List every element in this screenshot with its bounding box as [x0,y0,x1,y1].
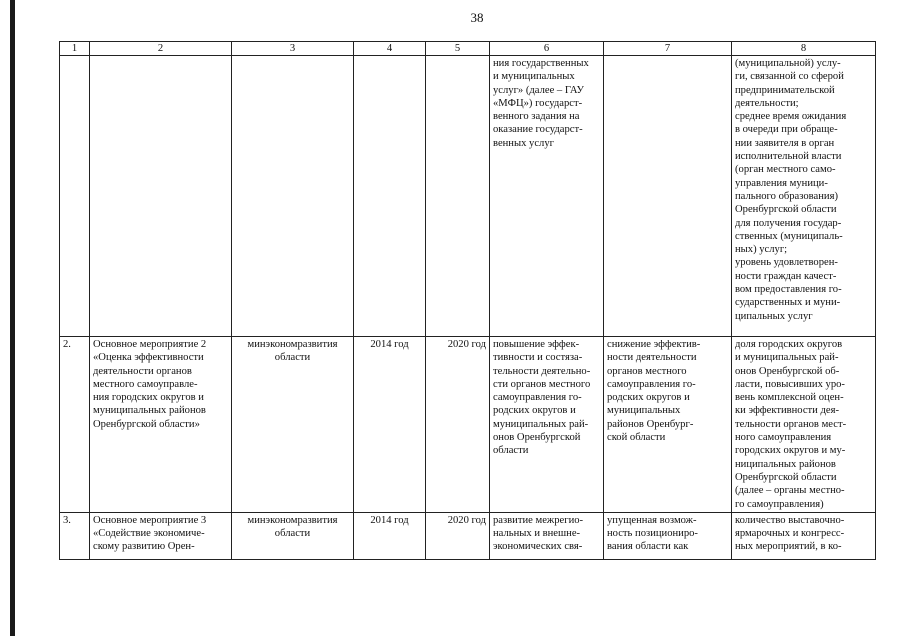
start-year-cell: 2014 год [354,337,426,513]
end-year-cell [426,56,490,337]
executor-cell: минэкономразвития области [232,337,354,513]
end-year-cell: 2020 год [426,512,490,559]
indicator-cell: доля городских округов и муниципальных рай- онов Оренбургской об- ласти, повысивших уро- вень комплексной оцен- ки эффективности дея- тельности органов мест- ного самоуправления городских округов и му- ниципальных районов Оренбургской области (далее – органы местно- го самоуправления) [732,337,876,513]
measure-name-cell: Основное мероприятие 3 «Содействие экономиче- скому развитию Орен- [90,512,232,559]
measure-name-cell: Основное мероприятие 2 «Оценка эффективности деятельности органов местного самоуправле- ния городских округов и муниципальных районов Оренбургской области» [90,337,232,513]
executor-cell [232,56,354,337]
row-number-cell: 2. [60,337,90,513]
expected-result-cell: ния государственных и муниципальных услуг» (далее – ГАУ «МФЦ») государст- венного задания на оказание государст- венных услуг [490,56,604,337]
table-header-row [60,42,876,56]
expected-result-cell: повышение эффек- тивности и состяза- тельности деятельно- сти органов местного самоуправления го- родских округов и муниципальных рай- онов Оренбургской области [490,337,604,513]
measure-name-cell [90,56,232,337]
expected-result-cell: развитие межрегио- нальных и внешне- экономических свя- [490,512,604,559]
indicator-cell: (муниципальной) услу- ги, связанной со сферой предпринимательской деятельности; среднее время ожидания в очереди при обраще- нии заявителя в орган исполнительной власти (орган местного само- управления муници- пального образования) Оренбургской области для получения государ- ственных (муниципаль- ных) услуг; уровень удовлетворен- ности граждан качест- вом предоставления го- сударственных и муни- ципальных услуг [732,56,876,337]
binding-margin-bar [10,0,15,636]
table-row [60,512,876,559]
start-year-cell: 2014 год [354,512,426,559]
indicator-cell: количество выставочно- ярмарочных и конгресс- ных мероприятий, в ко- [732,512,876,559]
table-row [60,337,876,513]
executor-cell: минэкономразвития области [232,512,354,559]
header-cell: 5 [426,42,490,56]
end-year-cell: 2020 год [426,337,490,513]
row-number-cell [60,56,90,337]
header-cell: 1 [60,42,90,56]
consequence-cell [604,56,732,337]
header-cell: 8 [732,42,876,56]
consequence-cell: снижение эффектив- ности деятельности органов местного самоуправления го- родских округов и муниципальных районов Оренбург- ской области [604,337,732,513]
header-cell: 6 [490,42,604,56]
header-cell: 2 [90,42,232,56]
header-cell: 4 [354,42,426,56]
header-cell: 7 [604,42,732,56]
consequence-cell: упущенная возмож- ность позициониро- вания области как [604,512,732,559]
table-row [60,56,876,337]
page-number: 38 [470,10,484,25]
header-cell: 3 [232,42,354,56]
row-number-cell: 3. [60,512,90,559]
start-year-cell [354,56,426,337]
measures-table [59,41,876,560]
